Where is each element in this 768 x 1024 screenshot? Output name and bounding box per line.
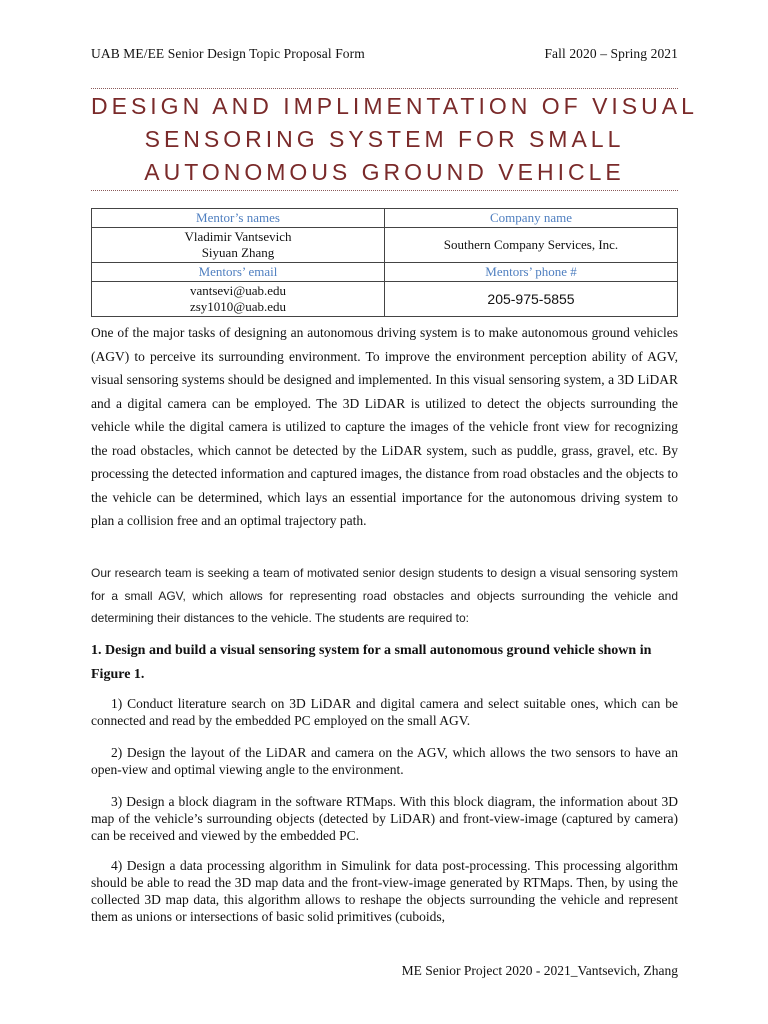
mentor-phone-cell: 205-975-5855 [385, 282, 678, 317]
mentor-name-1: Vladimir Vantsevich [184, 229, 292, 244]
document-title [91, 90, 698, 189]
intro-paragraph: One of the major tasks of designing an autonomous driving system is to make autonomous ground vehicles (AGV) to perceive its surrounding environment. To improve the environment perception ability of AGV, visual sensoring systems should be designed and implemented. In this visual sensoring system, a 3D LiDAR and a digital camera can be employed. The 3D LiDAR is utilized to detect the objects surrounding the vehicle while the digital camera is utilized to capture the images of the vehicle front view for recognizing the road obstacles, which cannot be detected by the LiDAR system, such as puddle, grass, gravel, etc. By processing the detected information and captured images, the distance from road obstacles and the objects to the vehicle can be determined, which lays an essential importance for the autonomous driving system to plan a collision free and an optimal trajectory path. [91, 325, 678, 528]
company-name-header: Company name [385, 209, 678, 228]
title-top-rule [91, 88, 678, 89]
step-4: 4) Design a data processing algorithm in Simulink for data post-processing. This processing algorithm should be able to read the 3D map data and the front-view-image generated by RTMaps. Then, by using the collected 3D map data, this algorithm allows to reshape the objects surrounding the vehicle and represent them as unions or intersections of basic solid primitives (cuboids, [91, 858, 678, 924]
table-row [92, 228, 678, 263]
title-bottom-rule [91, 190, 678, 191]
step-1: 1) Conduct literature search on 3D LiDAR and digital camera and select suitable ones, which can be connected and read by the embedded PC employed on the small AGV. [91, 696, 678, 728]
mentor-names-header: Mentor’s names [92, 209, 385, 228]
table-row [92, 263, 678, 282]
step-2: 2) Design the layout of the LiDAR and camera on the AGV, which allows the two sensors to have an open-view and optimal viewing angle to the environment. [91, 745, 678, 777]
mentor-email-2: zsy1010@uab.edu [189, 299, 287, 314]
mentor-names-cell [92, 228, 385, 263]
mentor-email-cell [92, 282, 385, 317]
page-footer: ME Senior Project 2020 - 2021_Vantsevich, Zhang [401, 963, 678, 978]
title-line-3: AUTONOMOUS GROUND VEHICLE [144, 159, 625, 185]
team-paragraph: Our research team is seeking a team of motivated senior design students to design a visual sensoring system for a small AGV, which allows for representing road obstacles and objects surrounding the vehicle and determining their distances to the vehicle. The students are required to: [91, 566, 678, 625]
step-3: 3) Design a block diagram in the software RTMaps. With this block diagram, the information about 3D map of the vehicle’s surrounding objects (detected by LiDAR) and front-view-image (captured by camera) can be received and viewed by the embedded PC. [91, 794, 678, 843]
title-line-1: DESIGN AND IMPLIMENTATION OF VISUAL [91, 93, 698, 119]
mentor-phone-header: Mentors’ phone # [385, 263, 678, 282]
mentor-email-header: Mentors’ email [92, 263, 385, 282]
page-header [91, 46, 678, 62]
title-line-2: SENSORING SYSTEM FOR SMALL [144, 126, 625, 152]
table-row [92, 209, 678, 228]
company-name-cell: Southern Company Services, Inc. [385, 228, 678, 263]
header-form-title: UAB ME/EE Senior Design Topic Proposal Form [91, 46, 365, 61]
mentor-info-table [91, 208, 678, 317]
mentor-name-2: Siyuan Zhang [201, 245, 275, 260]
task-heading: 1. Design and build a visual sensoring system for a small autonomous ground vehicle shown in Figure 1. [91, 643, 652, 682]
header-term: Fall 2020 – Spring 2021 [544, 46, 678, 61]
table-row [92, 282, 678, 317]
mentor-email-1: vantsevi@uab.edu [189, 283, 287, 298]
